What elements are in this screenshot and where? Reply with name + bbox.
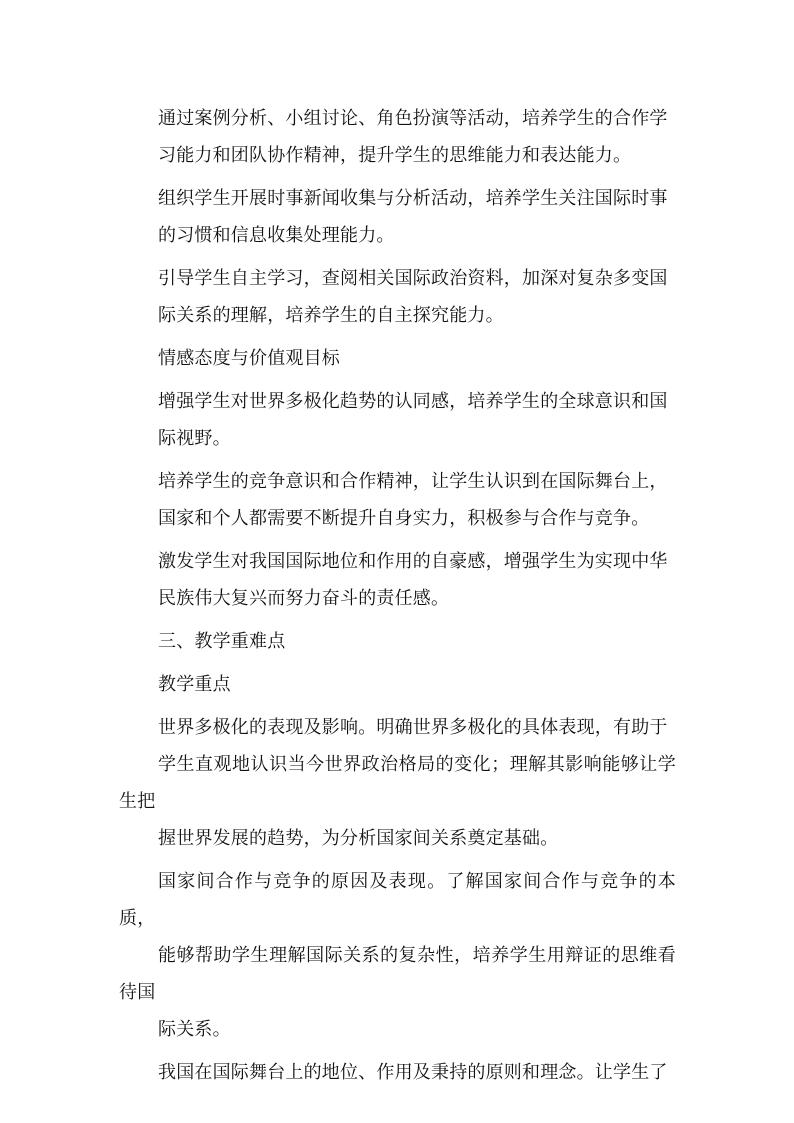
text-line: 际关系的理解，培养学生的自主探究能力。 <box>158 305 504 326</box>
paragraph-multipolarity-effects <box>119 709 676 857</box>
text-line: 的习惯和信息收集处理能力。 <box>158 225 395 246</box>
paragraph-competition-cooperation <box>119 463 676 537</box>
text-line: 教学重点 <box>158 674 231 695</box>
paragraph-national-pride <box>119 543 676 617</box>
paragraph-multipolarity-recognition <box>119 383 676 457</box>
text-line: 引导学生自主学习，查阅相关国际政治资料，加深对复杂多变国 <box>158 268 668 289</box>
text-line: 国家间合作与竞争的原因及表现。了解国家间合作与竞争的本质， <box>119 871 676 929</box>
paragraph-self-study <box>119 260 676 334</box>
text-line: 通过案例分析、小组讨论、角色扮演等活动，培养学生的合作学 <box>158 108 668 129</box>
text-line: 国家和个人都需要不断提升自身实力，积极参与合作与竞争。 <box>158 508 650 529</box>
text-line: 组织学生开展时事新闻收集与分析活动，培养学生关注国际时事 <box>158 188 668 209</box>
text-line: 民族伟大复兴而努力奋斗的责任感。 <box>158 588 450 609</box>
text-line: 增强学生对世界多极化趋势的认同感，培养学生的全球意识和国 <box>158 391 668 412</box>
text-line: 际关系。 <box>158 1019 231 1040</box>
text-line: 激发学生对我国国际地位和作用的自豪感，增强学生为实现中华 <box>158 551 668 572</box>
text-line: 握世界发展的趋势，为分析国家间关系奠定基础。 <box>158 828 559 849</box>
text-line: 能够帮助学生理解国际关系的复杂性，培养学生用辩证的思维看待国 <box>119 945 676 1003</box>
paragraph-china-role <box>119 1054 676 1091</box>
paragraph-cooperation-skills <box>119 100 676 174</box>
paragraph-news-collection <box>119 180 676 254</box>
text-line: 三、教学重难点 <box>158 631 286 652</box>
heading-values-goals <box>119 340 676 377</box>
heading-key-difficult-points <box>119 623 676 660</box>
paragraph-interstate-relations <box>119 863 676 1048</box>
text-line: 情感态度与价值观目标 <box>158 348 340 369</box>
text-line: 际视野。 <box>158 428 231 449</box>
text-line: 我国在国际舞台上的地位、作用及秉持的原则和理念。让学生了 <box>158 1062 668 1083</box>
text-line: 学生直观地认识当今世界政治格局的变化；理解其影响能够让学生把 <box>119 754 676 812</box>
heading-teaching-focus <box>119 666 676 703</box>
text-line: 世界多极化的表现及影响。明确世界多极化的具体表现，有助于 <box>158 717 668 738</box>
text-line: 培养学生的竞争意识和合作精神，让学生认识到在国际舞台上， <box>158 471 668 492</box>
text-line: 习能力和团队协作精神，提升学生的思维能力和表达能力。 <box>158 145 632 166</box>
